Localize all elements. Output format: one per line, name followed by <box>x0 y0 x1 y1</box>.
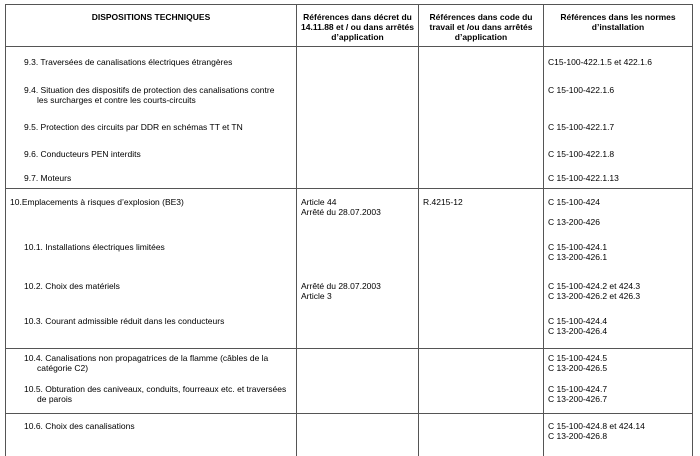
cell-decret <box>297 76 419 115</box>
cell-code-travail <box>419 188 544 236</box>
disposition-text-cont: les surcharges et contre les courts-circuits <box>37 95 196 106</box>
cell-code-travail <box>419 348 544 382</box>
norme-ref: C 13-200-426.2 et 426.3 <box>548 290 641 301</box>
disposition-text: 10.3. Courant admissible réduit dans les conducteurs <box>24 315 225 326</box>
disposition-text: 10.5. Obturation des caniveaux, conduits, fourreaux etc. et traversées <box>24 383 287 394</box>
disposition-text: 10.2. Choix des matériels <box>24 280 120 291</box>
table-row <box>6 236 693 273</box>
header-code-travail-refs: Références dans code du travail et /ou dans arrêtés d’application <box>419 5 544 47</box>
norme-ref-spacer <box>548 207 688 217</box>
table-row <box>6 273 693 311</box>
cell-normes <box>544 142 693 167</box>
norme-ref: C 15-100-424.8 et 424.14 <box>548 421 645 432</box>
cell-code-travail <box>419 311 544 348</box>
cell-decret <box>297 167 419 188</box>
cell-decret <box>297 188 419 236</box>
decret-ref: Arrêté du 28.07.2003 <box>301 206 381 217</box>
cell-disposition <box>6 76 297 115</box>
disposition-text: 9.3. Traversées de canalisations électriques étrangères <box>24 57 233 67</box>
disposition-text: 10.Emplacements à risques d’explosion (BE3) <box>10 196 184 207</box>
cell-code-travail <box>419 382 544 414</box>
code-travail-ref: R.4215-12 <box>423 196 463 207</box>
disposition-text: 9.5. Protection des circuits par DDR en schémas TT et TN <box>24 122 243 133</box>
cell-decret <box>297 311 419 348</box>
norme-ref: C 15-100-424 <box>548 196 600 207</box>
cell-normes <box>544 382 693 414</box>
norme-ref: C 15-100-422.1.6 <box>548 85 615 96</box>
cell-decret <box>297 236 419 273</box>
cell-disposition <box>6 348 297 382</box>
cell-disposition <box>6 382 297 414</box>
cell-decret <box>297 348 419 382</box>
norme-ref: C 15-100-422.1.13 <box>548 173 619 184</box>
table-row <box>6 348 693 382</box>
disposition-text-cont: catégorie C2) <box>37 362 89 373</box>
cell-disposition <box>6 311 297 348</box>
cell-decret <box>297 47 419 77</box>
disposition-text: 9.7. Moteurs <box>24 173 72 184</box>
header-normes-refs: Références dans les normes d’installation <box>544 5 693 47</box>
cell-normes <box>544 311 693 348</box>
table-row <box>6 115 693 141</box>
norme-ref: C 13-200-426.7 <box>548 393 608 404</box>
cell-disposition <box>6 236 297 273</box>
disposition-text: 9.4. Situation des dispositifs de protection des canalisations contre <box>24 85 275 96</box>
cell-normes <box>544 115 693 141</box>
cell-disposition <box>6 167 297 188</box>
cell-normes <box>544 236 693 273</box>
cell-disposition <box>6 188 297 236</box>
cell-code-travail <box>419 273 544 311</box>
cell-decret <box>297 115 419 141</box>
table-row <box>6 167 693 188</box>
norme-ref: C 15-100-424.7 <box>548 383 608 394</box>
cell-code-travail <box>419 47 544 77</box>
norme-ref: C 15-100-422.1.8 <box>548 148 615 159</box>
cell-code-travail <box>419 167 544 188</box>
decret-ref: Article 44 <box>301 196 337 207</box>
cell-normes <box>544 76 693 115</box>
norme-ref: C 15-100-424.2 et 424.3 <box>548 280 641 291</box>
cell-code-travail <box>419 414 544 456</box>
cell-normes <box>544 188 693 236</box>
norme-ref: C 13-200-426 <box>548 216 600 227</box>
cell-normes <box>544 47 693 77</box>
cell-code-travail <box>419 115 544 141</box>
table-row <box>6 311 693 348</box>
norme-ref: C 13-200-426.8 <box>548 431 608 442</box>
cell-decret <box>297 142 419 167</box>
table-row <box>6 414 693 456</box>
cell-decret <box>297 273 419 311</box>
disposition-text: 9.6. Conducteurs PEN interdits <box>24 148 141 159</box>
disposition-text: 10.6. Choix des canalisations <box>24 421 135 432</box>
technical-dispositions-table <box>5 4 693 456</box>
cell-decret <box>297 382 419 414</box>
cell-normes <box>544 273 693 311</box>
disposition-text: 10.4. Canalisations non propagatrices de la flamme (câbles de la <box>24 352 269 363</box>
cell-disposition <box>6 273 297 311</box>
cell-code-travail <box>419 76 544 115</box>
cell-normes <box>544 414 693 456</box>
norme-ref: C 15-100-424.1 <box>548 241 608 252</box>
table-row <box>6 47 693 77</box>
norme-ref: C 13-200-426.4 <box>548 325 608 336</box>
decret-ref: Article 3 <box>301 290 332 301</box>
cell-disposition <box>6 115 297 141</box>
norme-ref: C 13-200-426.5 <box>548 362 608 373</box>
cell-disposition <box>6 142 297 167</box>
norme-ref: C15-100-422.1.5 et 422.1.6 <box>548 57 652 67</box>
norme-ref: C 15-100-424.4 <box>548 315 608 326</box>
cell-decret <box>297 414 419 456</box>
cell-disposition <box>6 414 297 456</box>
table-row <box>6 382 693 414</box>
header-row <box>6 5 693 47</box>
norme-ref: C 13-200-426.1 <box>548 251 608 262</box>
header-dispositions: DISPOSITIONS TECHNIQUES <box>6 5 297 47</box>
header-decret-refs: Références dans décret du 14.11.88 et / ou dans arrêtés d’application <box>297 5 419 47</box>
cell-disposition <box>6 47 297 77</box>
cell-normes <box>544 348 693 382</box>
norme-ref: C 15-100-422.1.7 <box>548 122 615 133</box>
cell-code-travail <box>419 236 544 273</box>
table-row <box>6 142 693 167</box>
cell-normes <box>544 167 693 188</box>
cell-code-travail <box>419 142 544 167</box>
disposition-text: 10.1. Installations électriques limitées <box>24 241 165 252</box>
table-row <box>6 76 693 115</box>
disposition-text-cont: de parois <box>37 393 72 404</box>
norme-ref: C 15-100-424.5 <box>548 352 608 363</box>
decret-ref: Arrêté du 28.07.2003 <box>301 280 381 291</box>
table-row <box>6 188 693 236</box>
